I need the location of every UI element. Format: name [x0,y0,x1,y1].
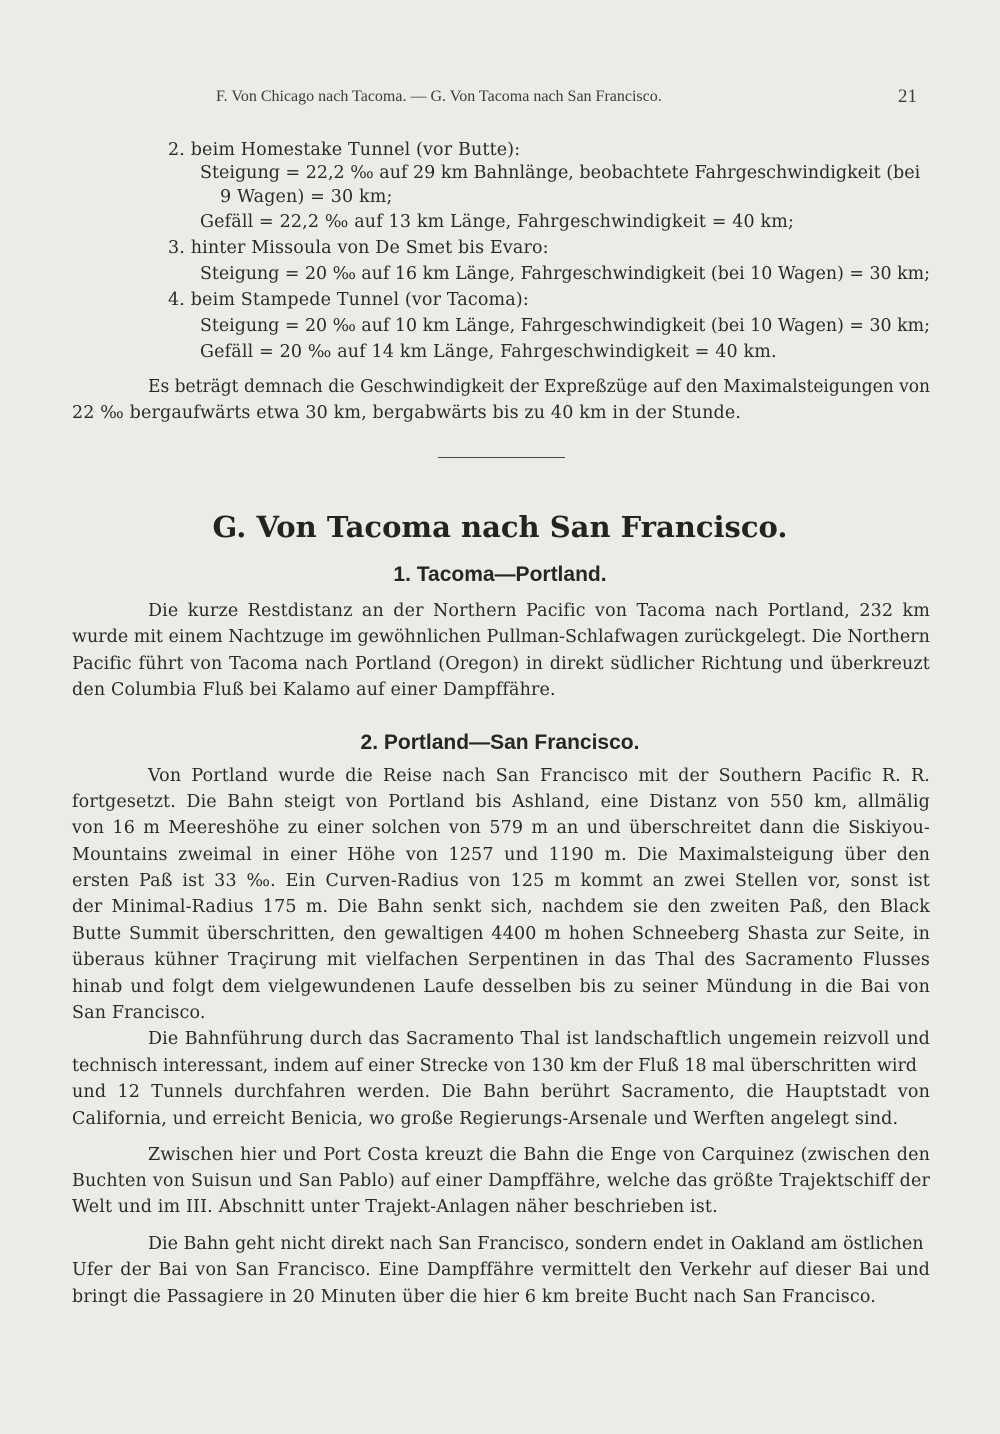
text-line: Von Portland wurde die Reise nach San Francisco mit der Southern Pacific R. R. [148,766,930,786]
text-line: der Minimal-Radius 175 m. Die Bahn senkt sich, nachdem sie den zweiten Paß, den Black [72,897,930,917]
text-line: technisch interessant, indem auf einer Strecke von 130 km der Fluß 18 mal überschritten wird [72,1056,918,1076]
text-line: 2. beim Homestake Tunnel (vor Butte): [168,140,521,160]
page-number: 21 [898,86,917,107]
subsection-title-1: 1. Tacoma—Portland. [393,563,607,586]
text-line: San Francisco. [72,1003,206,1023]
text-line: California, und erreicht Benicia, wo große Regierungs-Arsenale und Werften angelegt sind. [72,1109,899,1129]
text-line: Die kurze Restdistanz an der Northern Pacific von Tacoma nach Portland, 232 km [148,601,930,621]
text-line: Die Bahn geht nicht direkt nach San Francisco, sondern endet in Oakland am östlichen [148,1234,924,1254]
text-line: Mountains zweimal in einer Höhe von 1257 und 1190 m. Die Maximalsteigung über den [72,845,930,865]
text-line: Steigung = 20 ‰ auf 10 km Länge, Fahrgeschwindigkeit (bei 10 Wagen) = 30 km; [200,316,930,336]
text-line: Gefäll = 22,2 ‰ auf 13 km Länge, Fahrgeschwindigkeit = 40 km; [200,212,795,232]
text-line: Buchten von Suisun und San Pablo) auf einer Dampffähre, welche das größte Trajektschiff der [72,1171,930,1191]
section-title: G. Von Tacoma nach San Francisco. [212,510,788,544]
section-divider [438,457,565,458]
text-line: bringt die Passagiere in 20 Minuten über die hier 6 km breite Bucht nach San Francisco. [72,1287,876,1307]
text-line: Steigung = 22,2 ‰ auf 29 km Bahnlänge, beobachtete Fahrgeschwindigkeit (bei [200,163,921,183]
text-line: Steigung = 20 ‰ auf 16 km Länge, Fahrgeschwindigkeit (bei 10 Wagen) = 30 km; [200,264,930,284]
text-line: Welt und im III. Abschnitt unter Trajekt-Anlagen näher beschrieben ist. [72,1197,718,1217]
text-line: fortgesetzt. Die Bahn steigt von Portland bis Ashland, eine Distanz von 550 km, allmälig [72,792,930,812]
subsection-title-2: 2. Portland—San Francisco. [360,731,640,754]
text-line: 22 ‰ bergaufwärts etwa 30 km, bergabwärts bis zu 40 km in der Stunde. [72,403,742,423]
text-line: und 12 Tunnels durchfahren werden. Die Bahn berührt Sacramento, die Hauptstadt von [72,1082,930,1102]
text-line: wurde mit einem Nachtzuge im gewöhnlichen Pullman-Schlafwagen zurückgelegt. Die Northern [72,627,930,647]
text-line: Gefäll = 20 ‰ auf 14 km Länge, Fahrgeschwindigkeit = 40 km. [200,342,777,362]
running-head-title: F. Von Chicago nach Tacoma. — G. Von Tacoma nach San Francisco. [216,88,662,105]
text-line: Butte Summit überschritten, den gewaltigen 4400 m hohen Schneeberg Shasta zur Seite, in [72,924,930,944]
text-line: Ufer der Bai von San Francisco. Eine Dampffähre vermittelt den Verkehr auf dieser Bai und [72,1260,930,1280]
text-line: Die Bahnführung durch das Sacramento Thal ist landschaftlich ungemein reizvoll und [148,1029,930,1049]
text-line: Zwischen hier und Port Costa kreuzt die Bahn die Enge von Carquinez (zwischen den [148,1145,930,1165]
text-line: hinab und folgt dem vielgewundenen Laufe desselben bis zu seiner Mündung in die Bai von [72,977,930,997]
text-line: ersten Paß ist 33 ‰. Ein Curven-Radius von 125 m kommt an zwei Stellen vor, sonst ist [72,871,930,891]
text-line: überaus kühner Traçirung mit vielfachen Serpentinen in das Thal des Sacramento Flusses [72,950,930,970]
text-line: 3. hinter Missoula von De Smet bis Evaro: [168,238,549,258]
text-line: 9 Wagen) = 30 km; [220,187,393,207]
text-line: den Columbia Fluß bei Kalamo auf einer Dampffähre. [72,680,556,700]
text-line: 4. beim Stampede Tunnel (vor Tacoma): [168,290,529,310]
text-line: von 16 m Meereshöhe zu einer solchen von 579 m an und überschreitet dann die Siskiyou- [72,818,930,838]
text-line: Pacific führt von Tacoma nach Portland (Oregon) in direkt südlicher Richtung und überkreuzt [72,654,930,674]
text-line: Es beträgt demnach die Geschwindigkeit der Expreßzüge auf den Maximalsteigungen von [148,377,930,397]
running-head [0,88,1000,110]
